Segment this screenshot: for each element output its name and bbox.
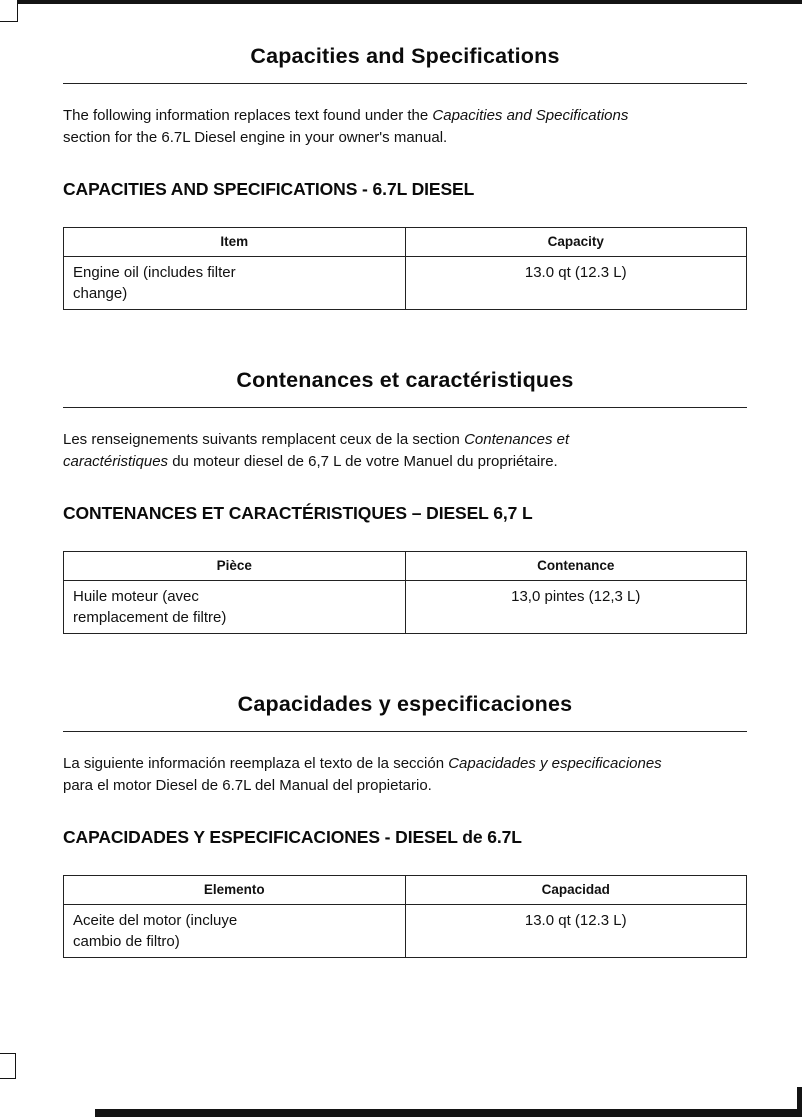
section-title-french: Contenances et caractéristiques xyxy=(236,368,574,392)
column-header-contenance: Contenance xyxy=(405,552,747,581)
bottom-right-print-mark xyxy=(797,1087,802,1117)
section-french xyxy=(63,368,747,634)
column-header-capacity: Capacity xyxy=(405,228,747,257)
spec-heading-english: CAPACITIES AND SPECIFICATIONS - 6.7L DIESEL xyxy=(63,179,475,199)
spec-table-french xyxy=(63,551,747,634)
section-spanish xyxy=(63,692,747,958)
section-english xyxy=(63,44,747,310)
table-header-row xyxy=(64,876,747,905)
intro-text: section for the 6.7L Diesel engine in your owner's manual. xyxy=(63,128,448,146)
intro-text-italic: Contenances et caractéristiques xyxy=(63,431,570,470)
table-header-row xyxy=(64,552,747,581)
table-cell-item xyxy=(64,581,406,634)
column-header-capacidad: Capacidad xyxy=(405,876,747,905)
spec-table-english xyxy=(63,227,747,310)
item-text: Engine oil (includes filter change) xyxy=(73,264,236,302)
table-row xyxy=(64,581,747,634)
bottom-left-registration-mark xyxy=(0,1053,16,1079)
item-text: Aceite del motor (incluye cambio de filtro) xyxy=(73,912,238,950)
spec-heading-spanish: CAPACIDADES Y ESPECIFICACIONES - DIESEL de 6.7L xyxy=(63,827,522,847)
intro-paragraph-spanish xyxy=(63,753,663,796)
item-text: Huile moteur (avec remplacement de filtre) xyxy=(73,588,227,626)
table-cell-item xyxy=(64,257,406,310)
spec-heading-french: CONTENANCES ET CARACTÉRISTIQUES – DIESEL 6,7 L xyxy=(63,503,533,523)
table-cell-capacity: 13.0 qt (12.3 L) xyxy=(405,905,747,958)
intro-text: du moteur diesel de 6,7 L de votre Manuel du propriétaire. xyxy=(168,452,558,470)
intro-paragraph-english xyxy=(63,105,663,148)
table-row xyxy=(64,905,747,958)
section-title-spanish: Capacidades y especificaciones xyxy=(237,692,573,716)
table-cell-capacity: 13,0 pintes (12,3 L) xyxy=(405,581,747,634)
column-header-piece: Pièce xyxy=(64,552,406,581)
column-header-item: Item xyxy=(64,228,406,257)
section-title-english: Capacities and Specifications xyxy=(250,44,560,68)
intro-text: The following information replaces text found under the xyxy=(63,107,433,124)
bottom-edge-print-bar xyxy=(95,1109,802,1117)
intro-text-italic: Capacities and Specifications xyxy=(432,107,629,124)
title-divider xyxy=(63,83,747,84)
table-cell-item xyxy=(64,905,406,958)
intro-paragraph-french xyxy=(63,429,663,472)
spec-table-spanish xyxy=(63,875,747,958)
table-cell-capacity: 13.0 qt (12.3 L) xyxy=(405,257,747,310)
column-header-elemento: Elemento xyxy=(64,876,406,905)
table-row xyxy=(64,257,747,310)
intro-text-italic: Capacidades y especificaciones xyxy=(448,755,662,772)
intro-text: Les renseignements suivants remplacent ceux de la section xyxy=(63,431,465,448)
intro-text: La siguiente información reemplaza el texto de la sección xyxy=(63,755,449,772)
title-divider xyxy=(63,731,747,732)
table-header-row xyxy=(64,228,747,257)
intro-text: para el motor Diesel de 6.7L del Manual del propietario. xyxy=(63,776,432,794)
title-divider xyxy=(63,407,747,408)
